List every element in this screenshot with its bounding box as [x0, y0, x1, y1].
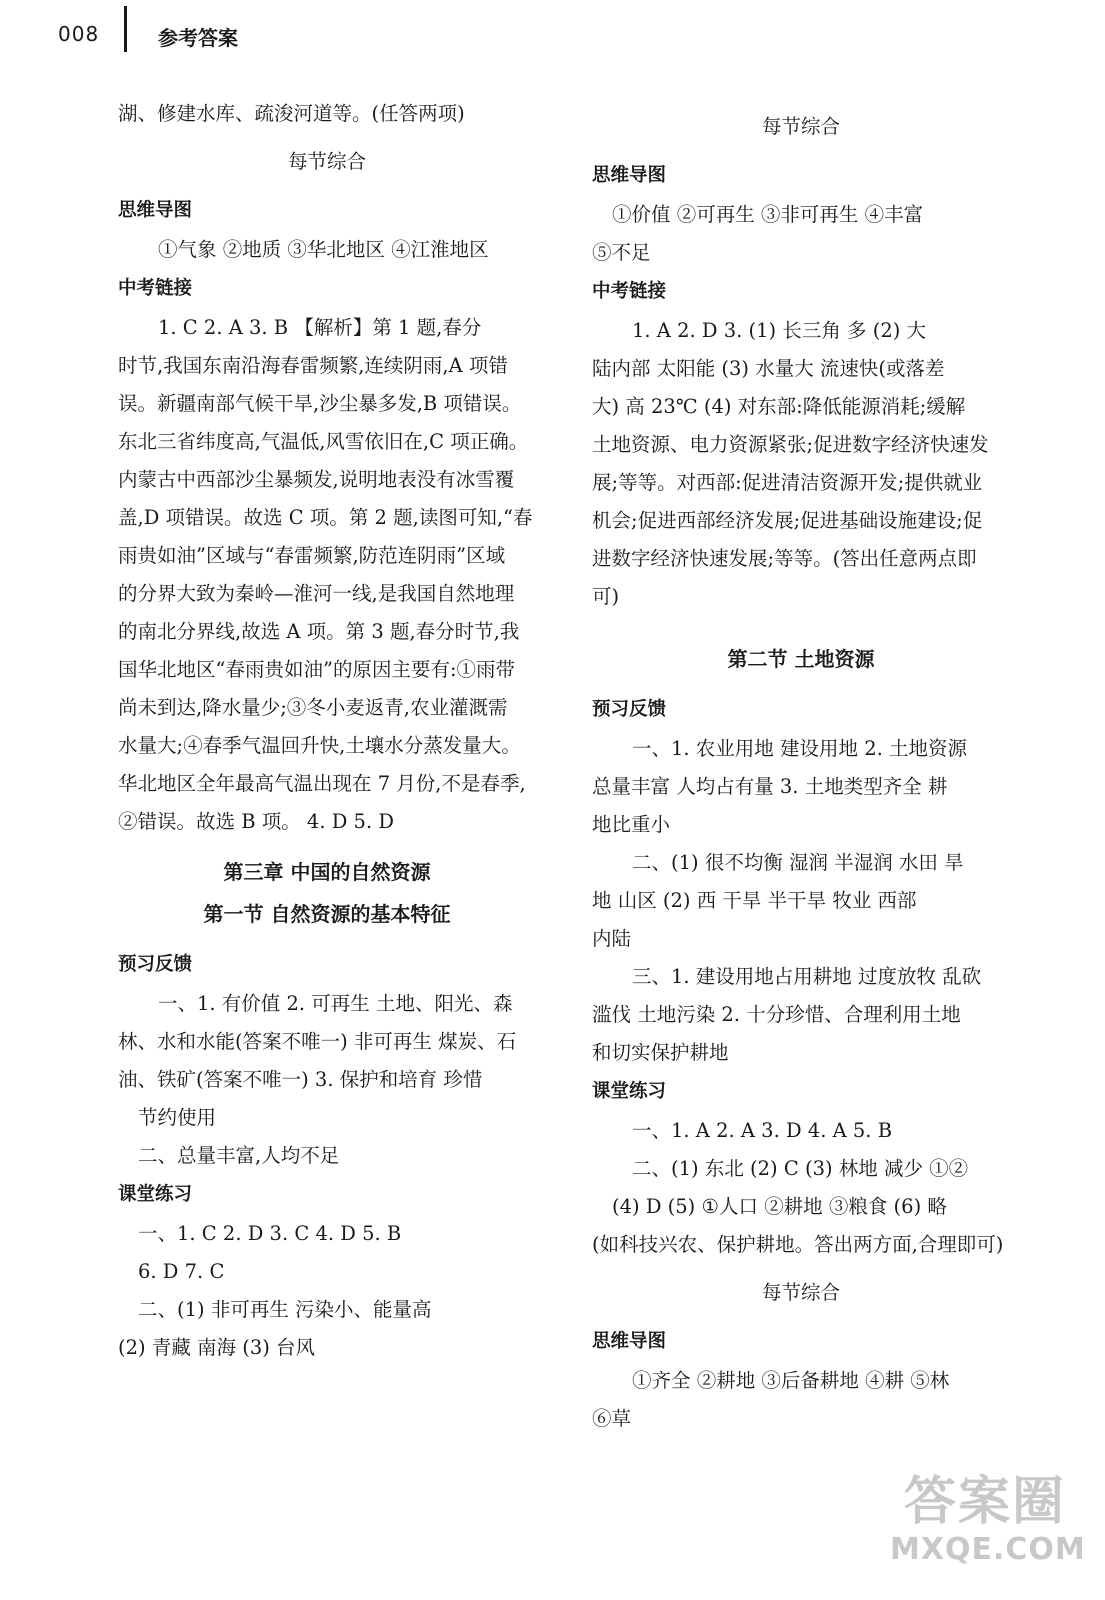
- class-practice-line: 一、1. A 2. A 3. D 4. A 5. B: [632, 1119, 893, 1142]
- exam-link-line: 1. A 2. D 3. (1) 长三角 多 (2) 大: [632, 319, 927, 342]
- preview-feedback-line: 地 山区 (2) 西 干旱 半干旱 牧业 西部: [592, 889, 917, 912]
- exam-link-line: 的分界大致为秦岭—淮河一线,是我国自然地理: [118, 582, 515, 605]
- exam-link-line: 水量大;④春季气温回升快,土壤水分蒸发量大。: [118, 734, 521, 757]
- right-column: [592, 108, 1010, 1438]
- mind-map-answers: ①齐全 ②耕地 ③后备耕地 ④耕 ⑤林: [632, 1369, 950, 1392]
- mind-map-heading: 思维导图: [592, 1331, 667, 1352]
- exam-link-line: 可): [592, 585, 620, 608]
- preview-feedback-line: 二、(1) 很不均衡 湿润 半湿润 水田 旱: [632, 851, 964, 874]
- preview-feedback-line: 地比重小: [592, 813, 671, 836]
- preview-feedback-line: 滥伐 土地污染 2. 十分珍惜、合理利用土地: [592, 1003, 961, 1026]
- class-practice-line: (2) 青藏 南海 (3) 台风: [118, 1336, 316, 1359]
- watermark-url: MXQE.COM: [890, 1532, 1086, 1567]
- exam-link-line: 1. C 2. A 3. B 【解析】第 1 题,春分: [158, 316, 482, 339]
- section-title: 第一节 自然资源的基本特征: [203, 902, 451, 926]
- preview-feedback-line: 总量丰富 人均占有量 3. 土地类型齐全 耕: [592, 775, 948, 798]
- exam-link-line: 尚未到达,降水量少;③冬小麦返青,农业灌溉需: [118, 696, 508, 719]
- preview-feedback-line: 和切实保护耕地: [592, 1041, 729, 1064]
- exam-link-line: 展;等等。对西部:促进清洁资源开发;提供就业: [592, 471, 983, 494]
- preview-feedback-line: 三、1. 建设用地占用耕地 过度放牧 乱砍: [632, 965, 982, 988]
- mind-map-answers: ①气象 ②地质 ③华北地区 ④江淮地区: [158, 238, 489, 261]
- class-practice-line: 二、(1) 东北 (2) C (3) 林地 减少 ①②: [632, 1157, 969, 1180]
- class-practice-line: (4) D (5) ①人口 ②耕地 ③粮食 (6) 略: [612, 1195, 947, 1218]
- exam-link-heading: 中考链接: [592, 281, 667, 302]
- mind-map-heading: 思维导图: [592, 165, 667, 186]
- page-number: 008: [58, 22, 100, 46]
- exam-link-line: 误。新疆南部气候干旱,沙尘暴多发,B 项错误。: [118, 392, 522, 415]
- mind-map-answers: ⑥草: [592, 1407, 632, 1430]
- class-practice-line: 6. D 7. C: [138, 1260, 225, 1283]
- class-practice-line: (如科技兴农、保护耕地。答出两方面,合理即可): [592, 1233, 1004, 1256]
- exam-link-line: 雨贵如油”区域与“春雷频繁,防范连阴雨”区域: [118, 544, 506, 567]
- exam-link-line: 土地资源、电力资源紧张;促进数字经济快速发: [592, 433, 989, 456]
- preview-feedback-heading: 预习反馈: [118, 954, 193, 975]
- preview-feedback-line: 林、水和水能(答案不唯一) 非可再生 煤炭、石: [118, 1030, 517, 1053]
- page-header: [0, 0, 1105, 70]
- continued-answer: 湖、修建水库、疏浚河道等。(任答两项): [118, 102, 465, 125]
- preview-feedback-line: 一、1. 有价值 2. 可再生 土地、阳光、森: [158, 992, 513, 1015]
- exam-link-line: 国华北地区“春雨贵如油”的原因主要有:①雨带: [118, 658, 516, 681]
- preview-feedback-line: 油、铁矿(答案不唯一) 3. 保护和培育 珍惜: [118, 1068, 483, 1091]
- exam-link-line: 盖,D 项错误。故选 C 项。第 2 题,读图可知,“春: [118, 506, 533, 529]
- header-title: 参考答案: [158, 26, 238, 50]
- left-column: [118, 95, 536, 1367]
- watermark-logo: [890, 1472, 1086, 1582]
- preview-feedback-line: 内陆: [592, 927, 632, 950]
- exam-link-line: 东北三省纬度高,气温低,风雪依旧在,C 项正确。: [118, 430, 529, 453]
- section-summary-heading: 每节综合: [761, 1281, 840, 1304]
- exam-link-line: 陆内部 太阳能 (3) 水量大 流速快(或落差: [592, 357, 945, 380]
- class-practice-heading: 课堂练习: [592, 1081, 667, 1102]
- preview-feedback-line: 二、总量丰富,人均不足: [138, 1144, 340, 1167]
- exam-link-line: 时节,我国东南沿海春雷频繁,连续阴雨,A 项错: [118, 354, 508, 377]
- class-practice-line: 一、1. C 2. D 3. C 4. D 5. B: [138, 1222, 402, 1245]
- class-practice-line: 二、(1) 非可再生 污染小、能量高: [138, 1298, 432, 1321]
- section-summary-heading: 每节综合: [761, 115, 840, 138]
- mind-map-answers: ⑤不足: [592, 241, 651, 264]
- preview-feedback-line: 节约使用: [138, 1106, 217, 1129]
- preview-feedback-heading: 预习反馈: [592, 699, 667, 720]
- exam-link-line: 进数字经济快速发展;等等。(答出任意两点即: [592, 547, 977, 570]
- exam-link-line: 大) 高 23℃ (4) 对东部:降低能源消耗;缓解: [592, 395, 966, 418]
- header-divider: [124, 6, 127, 52]
- preview-feedback-line: 一、1. 农业用地 建设用地 2. 土地资源: [632, 737, 968, 760]
- watermark-text: 答案圈: [903, 1472, 1066, 1532]
- mind-map-heading: 思维导图: [118, 200, 193, 221]
- section-summary-heading: 每节综合: [287, 150, 366, 173]
- exam-link-heading: 中考链接: [118, 278, 193, 299]
- exam-link-line: ②错误。故选 B 项。 4. D 5. D: [118, 810, 394, 833]
- exam-link-line: 华北地区全年最高气温出现在 7 月份,不是春季,: [118, 772, 526, 795]
- exam-link-line: 的南北分界线,故选 A 项。第 3 题,春分时节,我: [118, 620, 520, 643]
- class-practice-heading: 课堂练习: [118, 1184, 193, 1205]
- mind-map-answers: ①价值 ②可再生 ③非可再生 ④丰富: [612, 203, 924, 226]
- exam-link-line: 机会;促进西部经济发展;促进基础设施建设;促: [592, 509, 983, 532]
- exam-link-line: 内蒙古中西部沙尘暴频发,说明地表没有冰雪覆: [118, 468, 515, 491]
- section-title: 第二节 土地资源: [727, 647, 875, 671]
- chapter-title: 第三章 中国的自然资源: [223, 860, 431, 884]
